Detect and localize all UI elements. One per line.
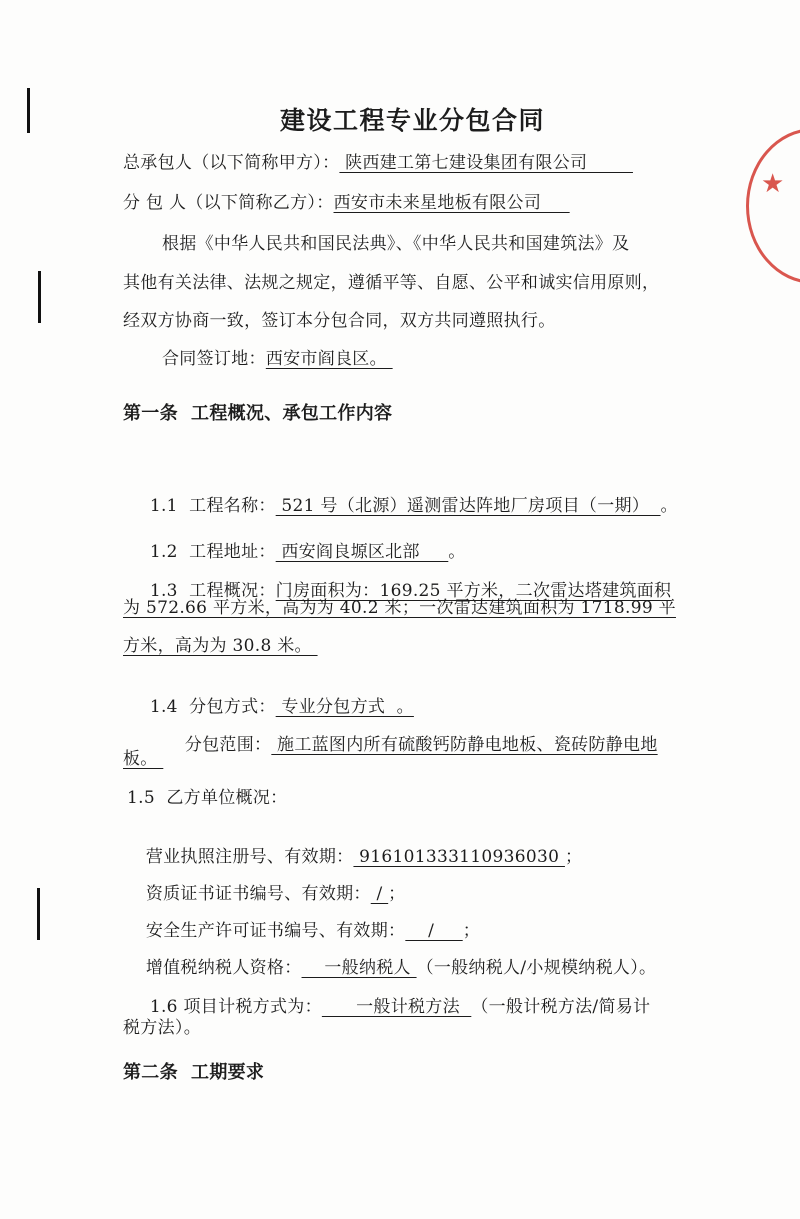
- qualification-label: 资质证书证书编号、有效期：: [145, 884, 371, 904]
- binding-mark-bottom: [37, 888, 40, 940]
- project-address-suffix: 。: [448, 542, 466, 562]
- overview-label: 1.3 工程概况：: [149, 581, 276, 601]
- tax-suffix-2: 税方法）。: [123, 1018, 201, 1038]
- license-label: 营业执照注册号、有效期：: [145, 847, 354, 867]
- binding-mark-middle: [38, 271, 41, 323]
- seal-star-icon: ★: [761, 169, 785, 199]
- binding-mark-top: [27, 88, 30, 133]
- preamble-line-3: 经双方协商一致，签订本分包合同，双方共同遵照执行。: [123, 311, 556, 331]
- party-a-line: [123, 152, 633, 174]
- party-b-line: [123, 192, 570, 214]
- license-value: 916101333110936030: [353, 847, 565, 867]
- project-name-suffix: 。: [660, 496, 678, 516]
- sign-place-line: [162, 348, 393, 370]
- license-suffix: ；: [564, 847, 583, 867]
- tax-line-1: [127, 974, 650, 1040]
- safety-permit-value: /: [405, 921, 463, 941]
- scope-label: 分包范围：: [184, 735, 272, 755]
- safety-permit-label: 安全生产许可证书编号、有效期：: [145, 921, 406, 941]
- safety-permit-suffix: ；: [462, 921, 481, 941]
- qualification-suffix: ；: [388, 884, 406, 904]
- party-b-label: 分 包 人（以下简称乙方）：: [123, 193, 334, 213]
- sign-place-label: 合同签订地：: [162, 349, 266, 369]
- overview-text-3: 方米，高为为 30.8 米。: [123, 636, 318, 656]
- tax-value: 一般计税方法: [321, 997, 472, 1017]
- scope-line-1: [162, 712, 658, 778]
- scope-text-2: 板。: [123, 749, 164, 769]
- qualification-value: /: [370, 884, 389, 904]
- overview-text-2: 为 572.66 平方米，高为为 40.2 米；一次雷达建筑面积为 1718.99 平: [123, 598, 676, 618]
- sign-place-value: 西安市阎良区。: [265, 349, 393, 369]
- subcontract-mode-value: 专业分包方式 。: [275, 697, 414, 717]
- preamble-line-2: 其他有关法律、法规之规定，遵循平等、自愿、公平和诚实信用原则，: [123, 273, 660, 293]
- party-b-value: 西安市未来星地板有限公司: [333, 193, 570, 213]
- vat-suffix: （一般纳税人/小规模纳税人）。: [416, 958, 657, 978]
- project-address-label: 1.2 工程地址：: [149, 542, 276, 562]
- vat-value: 一般纳税人: [301, 958, 417, 978]
- article-2-heading: 第二条 工期要求: [123, 1062, 265, 1083]
- party-a-label: 总承包人（以下简称甲方）：: [123, 153, 340, 173]
- scope-text-1: 施工蓝图内所有硫酸钙防静电地板、瓷砖防静电地: [271, 735, 658, 755]
- party-b-info-heading: 1.5 乙方单位概况：: [127, 788, 288, 808]
- article-1-heading: 第一条 工程概况、承包工作内容: [123, 403, 393, 424]
- tax-suffix-1: （一般计税方法/简易计: [471, 997, 651, 1017]
- project-name-label: 1.1 工程名称：: [149, 496, 276, 516]
- document-title: 建设工程专业分包合同: [280, 106, 546, 135]
- subcontract-mode-label: 1.4 分包方式：: [149, 697, 276, 717]
- party-a-value: 陕西建工第七建设集团有限公司: [339, 153, 633, 173]
- project-name-value: 521 号（北源）遥测雷达阵地厂房项目（一期）: [275, 496, 661, 516]
- project-address-value: 西安阎良塬区北部: [275, 542, 449, 562]
- tax-label: 1.6 项目计税方式为：: [149, 997, 322, 1017]
- vat-label: 增值税纳税人资格：: [145, 958, 302, 978]
- preamble-line-1: 根据《中华人民共和国民法典》、《中华人民共和国建筑法》及: [162, 234, 630, 254]
- company-seal: [746, 128, 800, 284]
- overview-text-1: 门房面积为：169.25 平方米，二次雷达塔建筑面积: [275, 581, 672, 601]
